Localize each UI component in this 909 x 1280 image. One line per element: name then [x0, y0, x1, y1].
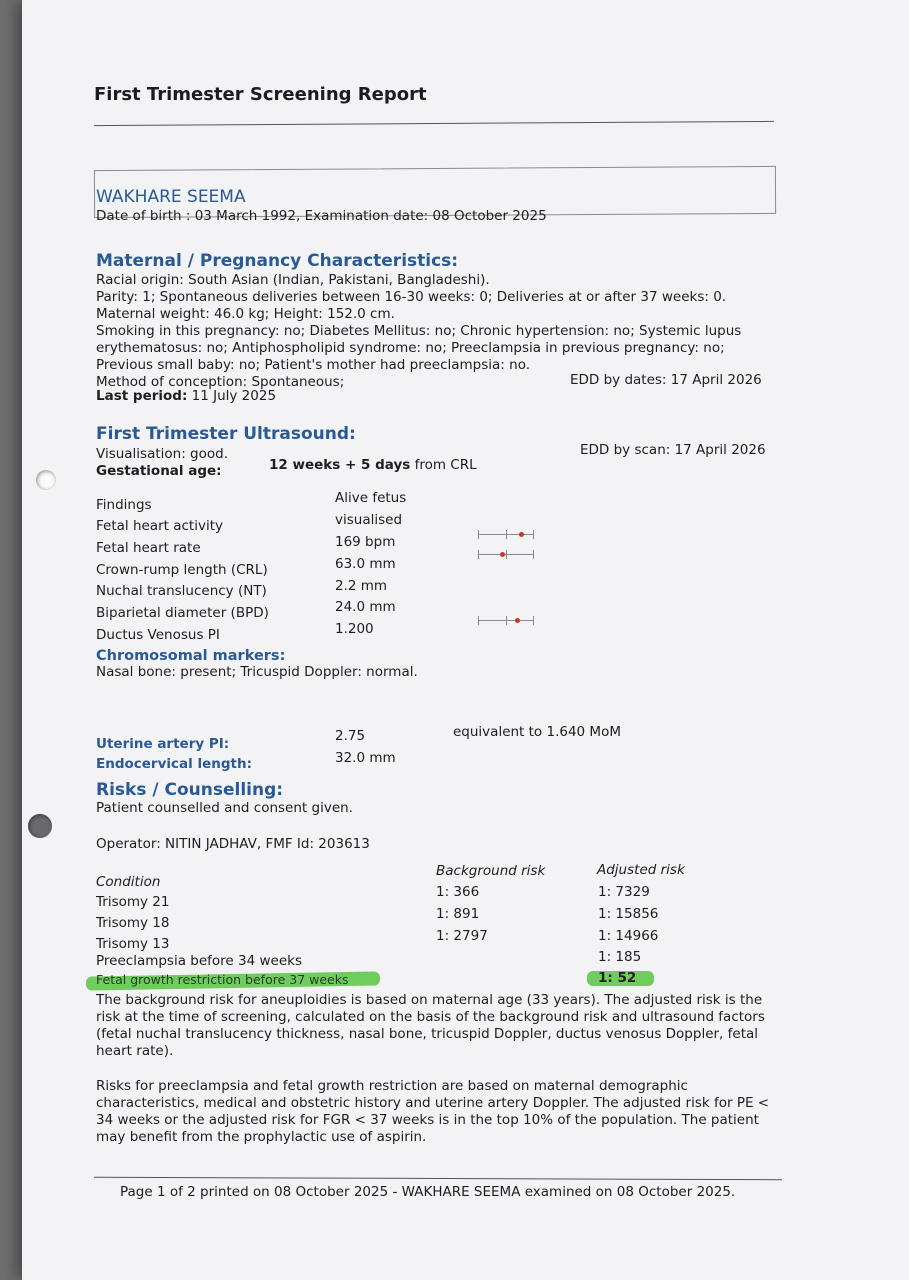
cervical-value: 32.0 mm — [335, 750, 396, 766]
edd-dates-value: 17 April 2026 — [670, 372, 762, 388]
report-title: First Trimester Screening Report — [94, 84, 427, 105]
uterine-value: 2.75 — [335, 728, 366, 744]
counselled: Patient counselled and consent given. — [96, 800, 353, 816]
edd-by-dates — [570, 372, 762, 389]
binder-hole-top — [36, 470, 56, 490]
finding-value: 169 bpm — [335, 534, 396, 550]
col-condition: Condition — [96, 874, 161, 890]
uterine-label: Uterine artery PI: — [96, 736, 230, 752]
risk-adjusted: 1: 14966 — [598, 928, 659, 944]
risk-condition: Fetal growth restriction before 37 weeks — [96, 972, 349, 987]
maternal-line: erythematosus: no; Antiphospholipid syndrome: no; Preeclampsia in previous pregnancy: no; — [96, 340, 725, 356]
maternal-line: Method of conception: Spontaneous; — [96, 374, 345, 390]
risk-background: 1: 891 — [436, 906, 480, 922]
fhr-range-indicator — [478, 530, 534, 539]
finding-label: Crown-rump length (CRL) — [96, 562, 268, 578]
ga-suffix: from CRL — [414, 457, 477, 473]
risk-adjusted: 1: 52 — [598, 970, 637, 986]
maternal-line: Previous small baby: no; Patient's mother had preeclampsia: no. — [96, 357, 531, 373]
risk-condition: Trisomy 18 — [96, 915, 170, 931]
finding-label: Biparietal diameter (BPD) — [96, 605, 269, 621]
ultrasound-heading: First Trimester Ultrasound: — [96, 424, 356, 444]
report-page — [22, 0, 909, 1280]
ga-label: Gestational age: — [96, 463, 222, 479]
edd-dates-label: EDD by dates: — [570, 372, 667, 388]
finding-value: Alive fetus — [335, 490, 407, 506]
risk-adjusted: 1: 185 — [598, 949, 642, 965]
risk-adjusted: 1: 7329 — [598, 884, 650, 900]
binder-hole-bottom — [28, 814, 52, 838]
finding-label: Nuchal translucency (NT) — [96, 583, 267, 599]
last-period-value: 11 July 2025 — [191, 388, 277, 404]
footer-text: Page 1 of 2 printed on 08 October 2025 - WAKHARE SEEMA examined on 08 October 2025. — [120, 1184, 736, 1200]
markers-heading: Chromosomal markers: — [96, 648, 286, 664]
bpd-range-indicator — [478, 616, 534, 625]
maternal-line: Maternal weight: 46.0 kg; Height: 152.0 cm. — [96, 306, 395, 322]
note-aneuploidy: The background risk for aneuploidies is based on maternal age (33 years). The adjusted risk is the risk at the time of screening, calculated on the basis of the background risk and ultrasound factors (fetal nuchal translucency thickness, nasal bone, tricuspid Doppler, ductus venosus Doppler, fetal heart rate). — [96, 992, 765, 1059]
col-background: Background risk — [436, 863, 546, 879]
edd-by-scan: EDD by scan: 17 April 2026 — [580, 442, 766, 458]
risk-condition: Preeclampsia before 34 weeks — [96, 953, 302, 969]
finding-value: visualised — [335, 512, 403, 528]
cervical-label: Endocervical length: — [96, 756, 252, 772]
visualisation: Visualisation: good. — [96, 446, 229, 462]
markers-text: Nasal bone: present; Tricuspid Doppler: normal. — [96, 664, 418, 680]
risk-condition: Trisomy 13 — [96, 936, 170, 952]
finding-value: 2.2 mm — [335, 578, 388, 594]
ga-value: 12 weeks + 5 days — [269, 457, 411, 473]
uterine-mom: equivalent to 1.640 MoM — [453, 724, 621, 740]
operator: Operator: NITIN JADHAV, FMF Id: 203613 — [96, 836, 370, 852]
col-adjusted: Adjusted risk — [597, 862, 685, 878]
risk-background: 1: 2797 — [436, 928, 488, 944]
finding-value: 1.200 — [335, 621, 374, 637]
finding-value: 24.0 mm — [335, 599, 396, 615]
maternal-line: Smoking in this pregnancy: no; Diabetes Mellitus: no; Chronic hypertension: no; Systemic lupus — [96, 323, 742, 339]
risk-background: 1: 366 — [436, 884, 480, 900]
risk-condition: Trisomy 21 — [96, 894, 170, 910]
title-rule — [94, 121, 774, 126]
maternal-heading: Maternal / Pregnancy Characteristics: — [96, 251, 459, 271]
ga-value-line — [269, 457, 477, 474]
risk-adjusted: 1: 15856 — [598, 906, 659, 922]
finding-label: Fetal heart activity — [96, 518, 223, 534]
footer-rule — [94, 1177, 782, 1180]
finding-label: Findings — [96, 497, 152, 513]
risks-heading: Risks / Counselling: — [96, 780, 284, 800]
note-preeclampsia: Risks for preeclampsia and fetal growth restriction are based on maternal demographic characteristics, medical and obstetric history and uterine artery Doppler. The adjusted risk for PE < 34 weeks or the adjusted risk for FGR < 37 weeks is in the top 10% of the population. The patient may benefit from the prophylactic use of aspirin. — [96, 1078, 770, 1145]
crl-range-indicator — [478, 550, 534, 559]
patient-dob-exam: Date of birth : 03 March 1992, Examination date: 08 October 2025 — [96, 208, 547, 224]
patient-name: WAKHARE SEEMA — [96, 187, 246, 207]
finding-value: 63.0 mm — [335, 556, 396, 572]
finding-label: Fetal heart rate — [96, 540, 201, 556]
finding-label: Ductus Venosus PI — [96, 627, 220, 643]
maternal-line: Parity: 1; Spontaneous deliveries between 16-30 weeks: 0; Deliveries at or after 37 weeks: 0. — [96, 289, 727, 305]
last-period — [96, 388, 276, 405]
last-period-label: Last period: — [96, 388, 188, 404]
maternal-line: Racial origin: South Asian (Indian, Pakistani, Bangladeshi). — [96, 272, 490, 288]
